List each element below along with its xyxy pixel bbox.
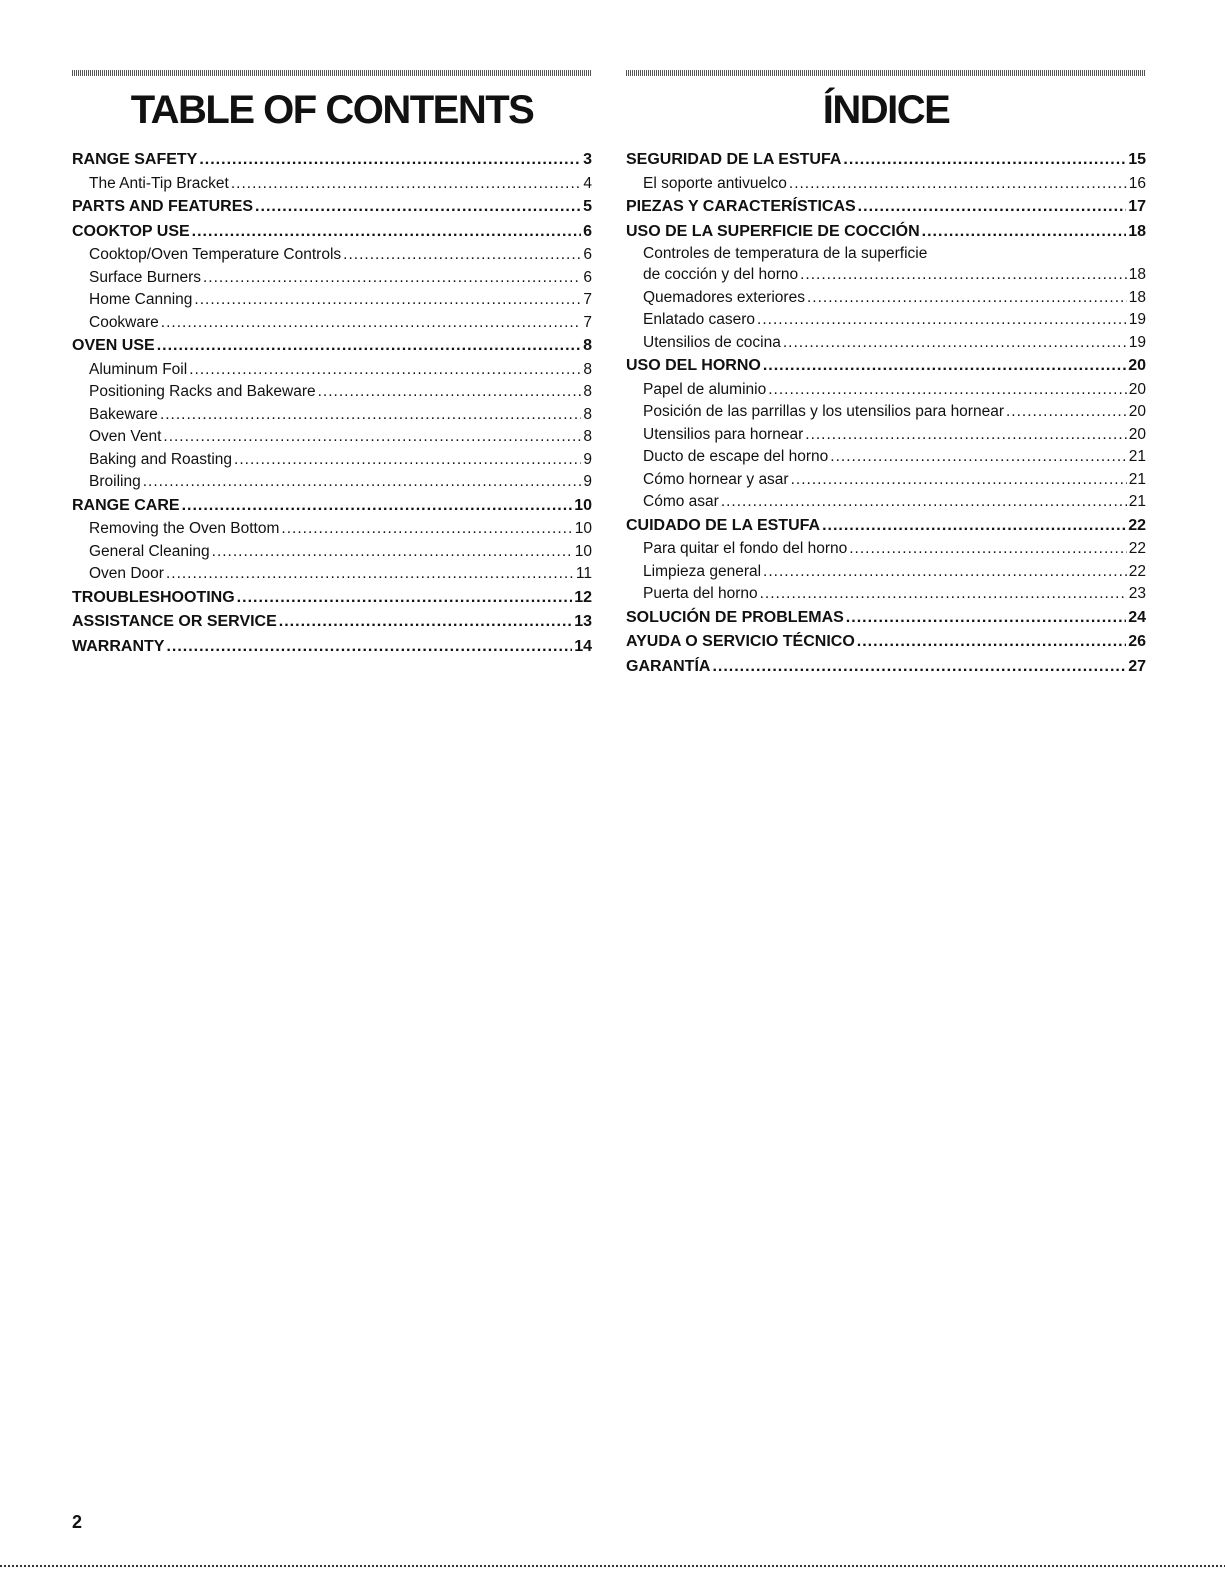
toc-entry	[626, 287, 1146, 310]
dot-leader	[783, 332, 1127, 355]
toc-entry-page: 9	[583, 450, 592, 468]
dot-leader	[194, 289, 581, 312]
toc-column-spanish	[626, 70, 1146, 679]
toc-entry	[72, 334, 592, 359]
dot-leader	[234, 449, 581, 472]
toc-entry	[72, 267, 592, 290]
toc-entry	[72, 586, 592, 611]
toc-entry-page: 20	[1128, 357, 1146, 374]
dot-leader	[166, 635, 572, 660]
toc-entry	[72, 563, 592, 586]
toc-heading: TABLE OF CONTENTS	[130, 88, 534, 132]
toc-entry-title: CUIDADO DE LA ESTUFA	[626, 516, 821, 534]
toc-entry-title: Cómo asar	[643, 493, 719, 510]
toc-entry-title: The Anti-Tip Bracket	[89, 174, 229, 192]
toc-entry-row	[626, 561, 1146, 584]
toc-entry-page: 14	[574, 637, 592, 655]
toc-entry-row	[626, 630, 1146, 655]
toc-entry-title: Aluminum Foil	[89, 360, 188, 378]
dot-leader	[807, 287, 1127, 310]
toc-entry-row	[72, 635, 592, 660]
toc-entry-page: 18	[1128, 222, 1146, 240]
dot-leader	[163, 426, 581, 449]
toc-entry-title: de cocción y del horno	[643, 266, 799, 283]
toc-entry-title: Puerta del horno	[643, 585, 758, 602]
dot-leader	[255, 195, 581, 220]
toc-entry-page: 22	[1128, 540, 1146, 557]
dot-leader	[1006, 401, 1127, 424]
toc-heading: ÍNDICE	[822, 88, 950, 132]
toc-entry	[72, 195, 592, 220]
dot-leader	[822, 514, 1126, 539]
toc-entry-page: 8	[583, 360, 592, 378]
toc-entry	[72, 404, 592, 427]
toc-entry-page: 23	[1128, 585, 1146, 602]
toc-entry-page: 15	[1128, 151, 1146, 168]
toc-entry	[72, 173, 592, 196]
toc-entry-title: PIEZAS Y CARACTERÍSTICAS	[626, 198, 856, 215]
toc-entry	[626, 538, 1146, 561]
toc-entry-page: 22	[1128, 562, 1146, 580]
dot-leader	[318, 381, 582, 404]
toc-entry-row	[72, 471, 592, 494]
toc-entry-row	[72, 541, 592, 564]
toc-entry-title: USO DE LA SUPERFICIE DE COCCIÓN	[626, 222, 920, 240]
toc-entry-title: Utensilios para hornear	[643, 425, 804, 443]
toc-entry-title: Baking and Roasting	[89, 450, 233, 468]
toc-entry-title: RANGE CARE	[72, 496, 180, 514]
toc-entry-page: 9	[583, 473, 592, 490]
dot-leader	[212, 541, 573, 564]
toc-entry-page: 26	[1128, 633, 1146, 650]
toc-entry-page: 20	[1128, 425, 1146, 443]
toc-entry	[72, 244, 592, 267]
toc-entry-page: 11	[575, 565, 592, 582]
toc-entry-title: Papel de aluminio	[643, 380, 767, 398]
toc-entry-row	[626, 655, 1146, 680]
toc-entry-page: 18	[1128, 288, 1146, 306]
toc-entry-page: 4	[583, 174, 592, 192]
toc-list	[626, 148, 1146, 679]
toc-entry	[626, 401, 1146, 424]
toc-entry-row	[72, 449, 592, 472]
toc-entry-row	[72, 610, 592, 635]
toc-entry-row	[72, 312, 592, 335]
dot-leader	[721, 491, 1127, 514]
dot-leader	[760, 583, 1127, 606]
toc-entry-page: 16	[1128, 174, 1146, 192]
toc-entry	[626, 514, 1146, 539]
toc-entry-page: 17	[1128, 198, 1146, 215]
dot-leader	[849, 538, 1127, 561]
toc-entry-row	[626, 538, 1146, 561]
toc-entry-title: RANGE SAFETY	[72, 151, 198, 168]
toc-entry-page: 5	[583, 198, 592, 215]
toc-entry-row	[626, 173, 1146, 196]
toc-entry	[72, 381, 592, 404]
toc-entry-title: PARTS AND FEATURES	[72, 198, 254, 215]
toc-entry-title: COOKTOP USE	[72, 222, 190, 240]
dot-leader	[203, 267, 581, 290]
toc-entry-title: Broiling	[89, 473, 141, 490]
toc-entry-page: 8	[583, 337, 592, 354]
toc-entry-title: Surface Burners	[89, 268, 201, 286]
toc-entry	[626, 630, 1146, 655]
toc-entry-page: 10	[574, 542, 592, 560]
dot-leader	[922, 220, 1127, 245]
toc-entry-page: 7	[583, 313, 592, 331]
dot-leader	[830, 446, 1126, 469]
toc-entry	[72, 541, 592, 564]
toc-entry	[626, 446, 1146, 469]
toc-entry-title: Posición de las parrillas y los utensilios para hornear	[643, 403, 1004, 420]
toc-entry	[626, 220, 1146, 245]
toc-entry-title: Utensilios de cocina	[643, 333, 781, 351]
toc-entry-row	[626, 148, 1146, 173]
toc-entry-row	[626, 195, 1146, 220]
dot-leader	[789, 173, 1127, 196]
toc-entry-title-line: Controles de temperatura de la superficie	[643, 245, 928, 262]
toc-entry-page: 19	[1128, 333, 1146, 351]
toc-entry-row	[72, 148, 592, 173]
toc-entry-title: Quemadores exteriores	[643, 288, 805, 306]
toc-entry-row	[72, 195, 592, 220]
toc-entry	[626, 655, 1146, 680]
dot-leader	[281, 518, 572, 541]
toc-entry-title: Oven Vent	[89, 428, 162, 445]
toc-entry-row	[72, 220, 592, 245]
dot-leader	[160, 404, 581, 427]
dot-leader	[763, 561, 1127, 584]
toc-entry-title: Cómo hornear y asar	[643, 470, 789, 488]
toc-entry	[626, 309, 1146, 332]
toc-entry	[72, 471, 592, 494]
toc-list	[72, 148, 592, 659]
toc-entry-row	[626, 424, 1146, 447]
toc-entry-title: USO DEL HORNO	[626, 357, 761, 374]
toc-entry	[626, 561, 1146, 584]
toc-entry-title: WARRANTY	[72, 637, 165, 655]
toc-entry-page: 20	[1128, 380, 1146, 398]
toc-entry	[626, 148, 1146, 173]
toc-entry-row	[72, 518, 592, 541]
dot-leader	[166, 563, 574, 586]
toc-entry-title: Para quitar el fondo del horno	[643, 540, 848, 557]
toc-entry-row	[72, 426, 592, 449]
toc-entry	[626, 354, 1146, 379]
toc-entry-title: Bakeware	[89, 405, 158, 423]
toc-entry-title: Cooktop/Oven Temperature Controls	[89, 246, 342, 263]
toc-entry-row	[626, 606, 1146, 631]
dot-leader	[712, 655, 1126, 680]
toc-entry-page: 7	[583, 291, 592, 308]
toc-entry	[72, 449, 592, 472]
toc-entry	[626, 195, 1146, 220]
toc-entry-title: TROUBLESHOOTING	[72, 588, 235, 606]
toc-entry-row	[72, 381, 592, 404]
dot-leader	[757, 309, 1127, 332]
toc-entry-title: SOLUCIÓN DE PROBLEMAS	[626, 608, 844, 626]
toc-entry-page: 12	[574, 588, 592, 606]
toc-entry	[626, 424, 1146, 447]
toc-entry	[626, 173, 1146, 196]
toc-entry-row	[626, 491, 1146, 514]
toc-entry-row	[72, 586, 592, 611]
dot-leader	[805, 424, 1126, 447]
toc-entry-title: Enlatado casero	[643, 311, 756, 328]
toc-entry-page: 24	[1128, 608, 1146, 626]
toc-entry-page: 22	[1128, 516, 1146, 534]
toc-entry-row	[626, 379, 1146, 402]
toc-entry-title: OVEN USE	[72, 337, 155, 354]
page-number: 2	[72, 1512, 83, 1532]
toc-entry-row	[72, 563, 592, 586]
dot-leader	[199, 148, 581, 173]
toc-entry-title: General Cleaning	[89, 542, 210, 560]
dot-leader	[192, 220, 581, 245]
dot-leader	[157, 334, 581, 359]
toc-entry-page: 8	[583, 383, 592, 400]
toc-entry-title: Cookware	[89, 313, 159, 331]
toc-entry-row	[72, 404, 592, 427]
dot-leader	[858, 195, 1127, 220]
toc-entry-title: Limpieza general	[643, 562, 762, 580]
toc-entry	[626, 332, 1146, 355]
toc-entry-page: 21	[1128, 448, 1146, 465]
toc-entry-row	[626, 309, 1146, 332]
toc-entry-page: 21	[1128, 470, 1146, 488]
toc-entry-row	[626, 469, 1146, 492]
toc-entry-title: Oven Door	[89, 565, 164, 582]
dot-leader	[343, 244, 581, 267]
toc-entry	[72, 494, 592, 519]
dot-leader	[279, 610, 572, 635]
toc-entry-title: Ducto de escape del horno	[643, 448, 829, 465]
toc-entry	[72, 426, 592, 449]
toc-column-english	[72, 70, 592, 659]
toc-entry-title: GARANTÍA	[626, 657, 711, 675]
dot-leader	[237, 586, 573, 611]
dot-leader	[161, 312, 582, 335]
toc-entry	[72, 312, 592, 335]
toc-entry-page: 6	[583, 222, 592, 240]
toc-entry-page: 27	[1128, 657, 1146, 675]
dot-leader	[182, 494, 573, 519]
dot-leader	[857, 630, 1126, 655]
toc-entry-row	[626, 354, 1146, 379]
toc-entry-title: Home Canning	[89, 291, 193, 308]
header-rule	[72, 70, 592, 76]
dot-leader	[189, 359, 581, 382]
toc-entry	[626, 379, 1146, 402]
toc-entry-row	[72, 244, 592, 267]
dot-leader	[800, 264, 1127, 287]
toc-entry	[72, 610, 592, 635]
toc-entry-page: 21	[1128, 493, 1146, 510]
toc-entry-title: El soporte antivuelco	[643, 174, 787, 192]
dot-leader	[768, 379, 1127, 402]
toc-entry-page: 8	[583, 428, 592, 445]
toc-entry-row	[626, 220, 1146, 245]
toc-entry-page: 20	[1128, 403, 1146, 420]
toc-entry-page: 3	[583, 151, 592, 168]
toc-entry-page: 13	[574, 613, 592, 630]
toc-entry-title: ASSISTANCE OR SERVICE	[72, 613, 277, 630]
dot-leader	[143, 471, 582, 494]
toc-entry	[72, 220, 592, 245]
toc-entry-row	[626, 332, 1146, 355]
toc-entry-row	[626, 514, 1146, 539]
toc-entry-row	[626, 446, 1146, 469]
toc-entry-row	[626, 264, 1146, 287]
toc-entry	[626, 244, 1146, 287]
dot-leader	[791, 469, 1127, 492]
toc-entry	[72, 635, 592, 660]
dot-leader	[231, 173, 582, 196]
toc-entry-row	[626, 583, 1146, 606]
toc-entry-page: 19	[1128, 311, 1146, 328]
toc-entry-title: Positioning Racks and Bakeware	[89, 383, 316, 400]
toc-entry	[72, 289, 592, 312]
toc-entry-page: 8	[583, 405, 592, 423]
toc-entry	[626, 583, 1146, 606]
toc-entry-title: AYUDA O SERVICIO TÉCNICO	[626, 633, 855, 650]
bottom-border	[0, 1565, 1225, 1567]
toc-entry	[626, 606, 1146, 631]
toc-entry-row	[626, 401, 1146, 424]
toc-entry-row	[72, 359, 592, 382]
toc-entry-row	[626, 287, 1146, 310]
toc-entry-page: 10	[574, 520, 592, 537]
toc-entry-row	[72, 334, 592, 359]
toc-entry-row	[72, 494, 592, 519]
toc-entry-row	[72, 289, 592, 312]
toc-entry	[626, 491, 1146, 514]
toc-entry-title: SEGURIDAD DE LA ESTUFA	[626, 151, 842, 168]
dot-leader	[846, 606, 1126, 631]
toc-entry-row	[72, 173, 592, 196]
toc-entry-page: 6	[583, 268, 592, 286]
toc-entry-page: 6	[583, 246, 592, 263]
toc-entry-page: 10	[574, 496, 592, 514]
dot-leader	[763, 354, 1126, 379]
header-rule	[626, 70, 1146, 76]
toc-entry	[72, 518, 592, 541]
toc-entry	[626, 469, 1146, 492]
toc-entry-row	[72, 267, 592, 290]
toc-entry	[72, 148, 592, 173]
toc-entry-title: Removing the Oven Bottom	[89, 520, 280, 537]
toc-entry-page: 18	[1128, 266, 1146, 283]
dot-leader	[843, 148, 1126, 173]
toc-entry	[72, 359, 592, 382]
